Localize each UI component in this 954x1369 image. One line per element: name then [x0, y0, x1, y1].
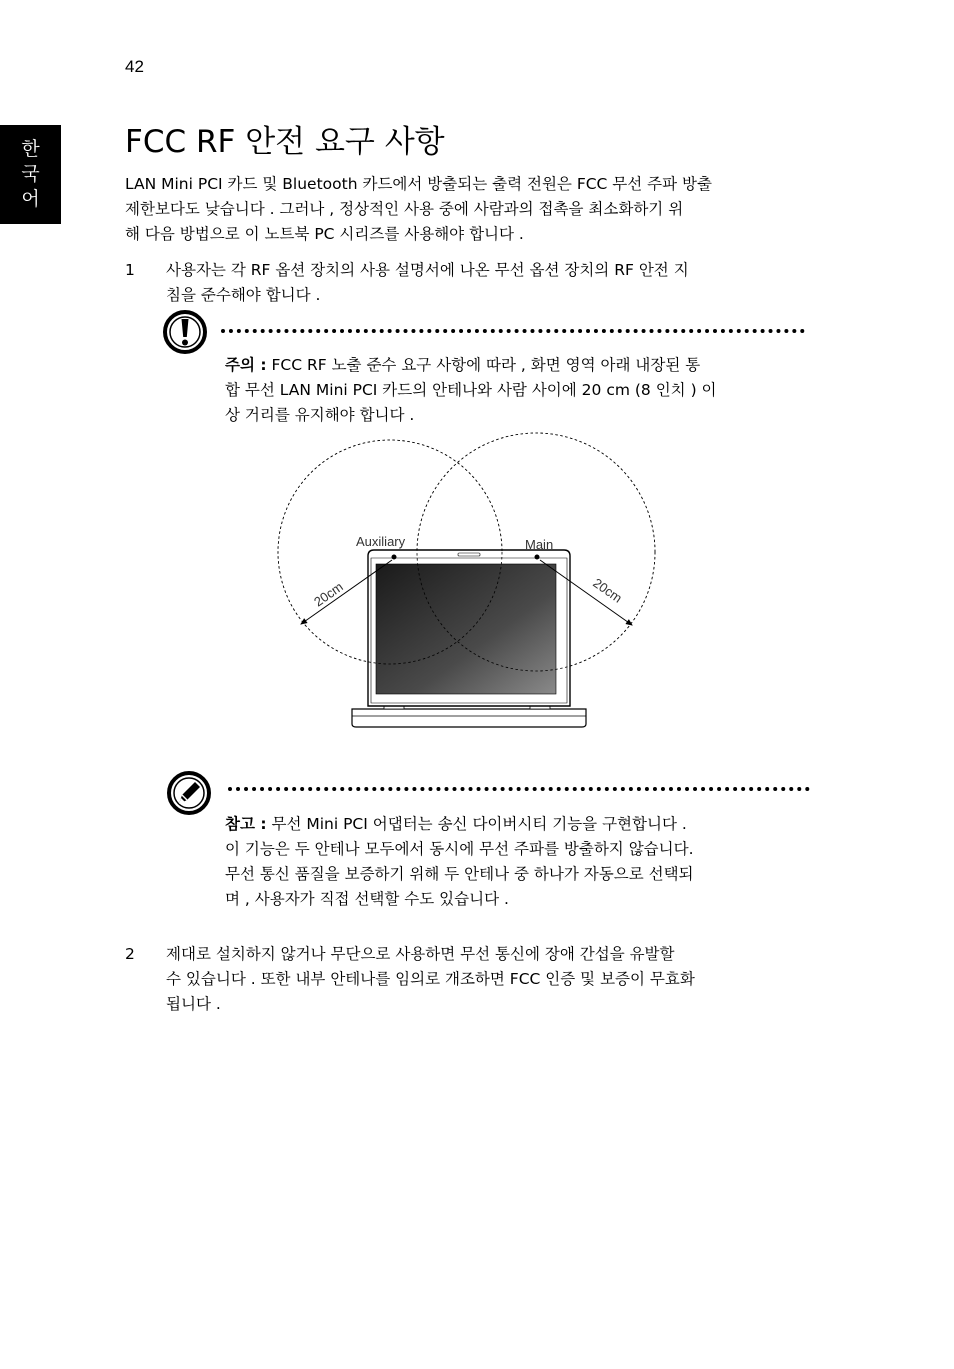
caution-text — [225, 353, 815, 428]
caution-line: 합 무선 LAN Mini PCI 카드의 안테나와 사람 사이에 20 cm (8 인치 ) 이 — [225, 381, 717, 399]
antenna-distance-diagram — [270, 432, 670, 732]
main-antenna-point — [535, 555, 540, 560]
caution-label: 주의 : — [225, 356, 267, 374]
intro-line: 제한보다도 낮습니다 . 그러나 , 정상적인 사용 중에 사람과의 접촉을 최소화하기 위 — [125, 200, 684, 218]
note-divider — [228, 787, 810, 791]
page-title: FCC RF 안전 요구 사항 — [125, 124, 445, 160]
note-label: 참고 : — [225, 815, 267, 833]
language-tab — [0, 125, 61, 224]
step-number: 2 — [125, 945, 135, 963]
caution-line: 상 거리를 유지해야 합니다 . — [225, 406, 415, 424]
right-distance-label: 20cm — [590, 575, 625, 606]
intro-paragraph — [125, 172, 815, 247]
intro-line: LAN Mini PCI 카드 및 Bluetooth 카드에서 방출되는 출력 전원은 FCC 무선 주파 방출 — [125, 175, 713, 193]
language-tab-char: 국 — [21, 163, 40, 185]
note-text — [225, 812, 815, 912]
laptop-screen — [376, 564, 556, 694]
page-number: 42 — [125, 57, 144, 76]
note-icon — [165, 769, 213, 817]
step-line: 수 있습니다 . 또한 내부 안테나를 임의로 개조하면 FCC 인증 및 보증이 무효화 — [166, 970, 695, 988]
step-text — [166, 942, 826, 1017]
step-line: 사용자는 각 RF 옵션 장치의 사용 설명서에 나온 무선 옵션 장치의 RF 안전 지 — [166, 261, 689, 279]
caution-divider — [221, 329, 805, 333]
step-number: 1 — [125, 261, 135, 279]
step-line: 제대로 설치하지 않거나 무단으로 사용하면 무선 통신에 장애 간섭을 유발할 — [166, 945, 675, 963]
caution-icon — [161, 308, 209, 356]
step-text — [166, 258, 826, 308]
note-line: 이 기능은 두 안테나 모두에서 동시에 무선 주파를 방출하지 않습니다. — [225, 840, 694, 858]
intro-line: 해 다음 방법으로 이 노트북 PC 시리즈를 사용해야 합니다 . — [125, 225, 524, 243]
auxiliary-label: Auxiliary — [356, 534, 406, 549]
note-line: 며 , 사용자가 직접 선택할 수도 있습니다 . — [225, 890, 509, 908]
note-line: 무선 통신 품질을 보증하기 위해 두 안테나 중 하나가 자동으로 선택되 — [225, 865, 694, 883]
language-tab-char: 한 — [21, 138, 40, 160]
note-line: 무선 Mini PCI 어댑터는 송신 다이버시티 기능을 구현합니다 . — [266, 815, 687, 833]
step-line: 침을 준수해야 합니다 . — [166, 286, 321, 304]
left-distance-label: 20cm — [311, 578, 346, 610]
language-tab-char: 어 — [21, 188, 40, 210]
auxiliary-antenna-point — [392, 555, 397, 560]
step-line: 됩니다 . — [166, 995, 221, 1013]
main-label: Main — [525, 537, 554, 552]
caution-line: FCC RF 노출 준수 요구 사항에 따라 , 화면 영역 아래 내장된 통 — [266, 356, 701, 374]
